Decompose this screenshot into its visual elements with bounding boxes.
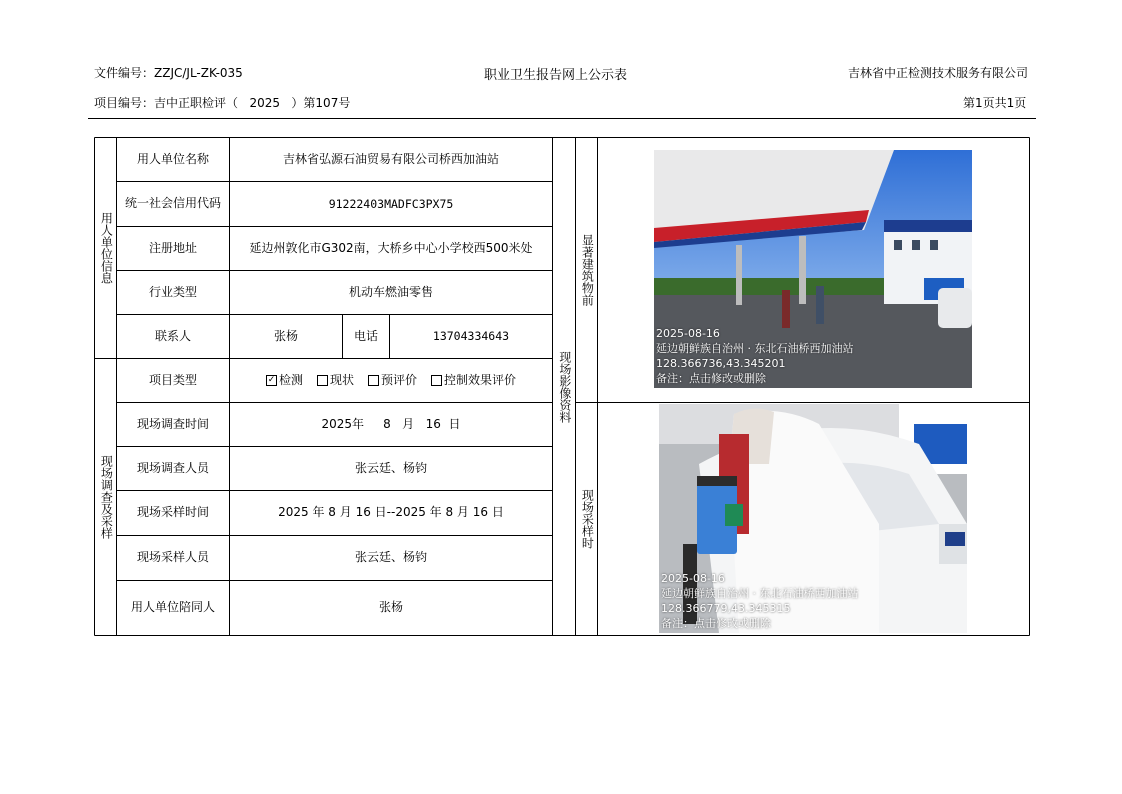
page-title: 职业卫生报告网上公示表 [484,68,628,83]
project-type-label: 项目类型 [148,372,197,387]
phone-label: 电话 [353,328,378,343]
site-photo-sampling: 2025-08-16 延边朝鲜族自治州 · 东北石油桥西加油站 128.366779,43.345315 备注：点击修改或删除 [659,404,967,633]
survey-staff-label: 现场调查人员 [136,460,209,475]
checkbox-icon [368,375,379,386]
sampling-staff-label: 现场采样人员 [136,550,209,565]
site-photo-building: 2025-08-16 延边朝鲜族自治州 · 东北石油桥西加油站 128.366736,43.345201 备注：点击修改或删除 [654,150,972,388]
survey-time-value: 2025年 8 月 16 日 [321,416,461,431]
section-employer-info: 用人单位信息 [99,212,114,284]
escort-label: 用人单位陪同人 [130,600,215,615]
checkbox-checked-icon: ✓ [267,375,276,385]
project-number: 项目编号：吉中正职检评（ 2025 ）第107号 [94,96,351,110]
escort-value: 张杨 [378,600,403,615]
option-pre-evaluation[interactable]: 预评价 [368,373,417,389]
credit-code-value: 91222403MADFC3PX75 [328,196,454,211]
checkbox-icon [317,375,328,386]
label-before-building: 显著建筑物前 [580,234,595,306]
section-survey-sampling: 现场调查及采样 [99,455,114,539]
file-number: 文件编号：ZZJC/JL-ZK-035 [94,66,243,80]
project-type-options [230,359,552,402]
company-name: 吉林省中正检测技术服务有限公司 [848,66,1029,80]
contact-value: 张杨 [273,328,298,343]
label-during-sampling: 现场采样时 [580,489,595,549]
page-number: 第1页共1页 [963,96,1027,110]
employer-name-label: 用人单位名称 [136,151,209,166]
industry-value: 机动车燃油零售 [348,284,433,299]
credit-code-label: 统一社会信用代码 [124,196,221,211]
sampling-time-value: 2025 年 8 月 16 日--2025 年 8 月 16 日 [278,505,504,520]
option-control-effect[interactable]: 控制效果评价 [431,373,516,389]
address-value: 延边州敦化市G302南，大桥乡中心小学校西500米处 [249,240,533,255]
sampling-staff-value: 张云廷、杨钧 [354,550,427,565]
option-status[interactable]: 现状 [317,373,354,389]
checkbox-icon [431,375,442,386]
section-site-images: 现场影像资料 [557,350,572,423]
industry-label: 行业类型 [148,284,197,299]
survey-staff-value: 张云廷、杨钧 [354,460,427,475]
sampling-time-label: 现场采样时间 [136,505,209,520]
survey-time-label: 现场调查时间 [136,416,209,431]
phone-value: 13704334643 [432,329,510,344]
contact-label: 联系人 [154,328,191,343]
address-label: 注册地址 [148,240,197,255]
employer-name-value: 吉林省弘源石油贸易有限公司桥西加油站 [282,151,499,166]
option-detection[interactable]: ✓ 检测 [267,372,303,387]
